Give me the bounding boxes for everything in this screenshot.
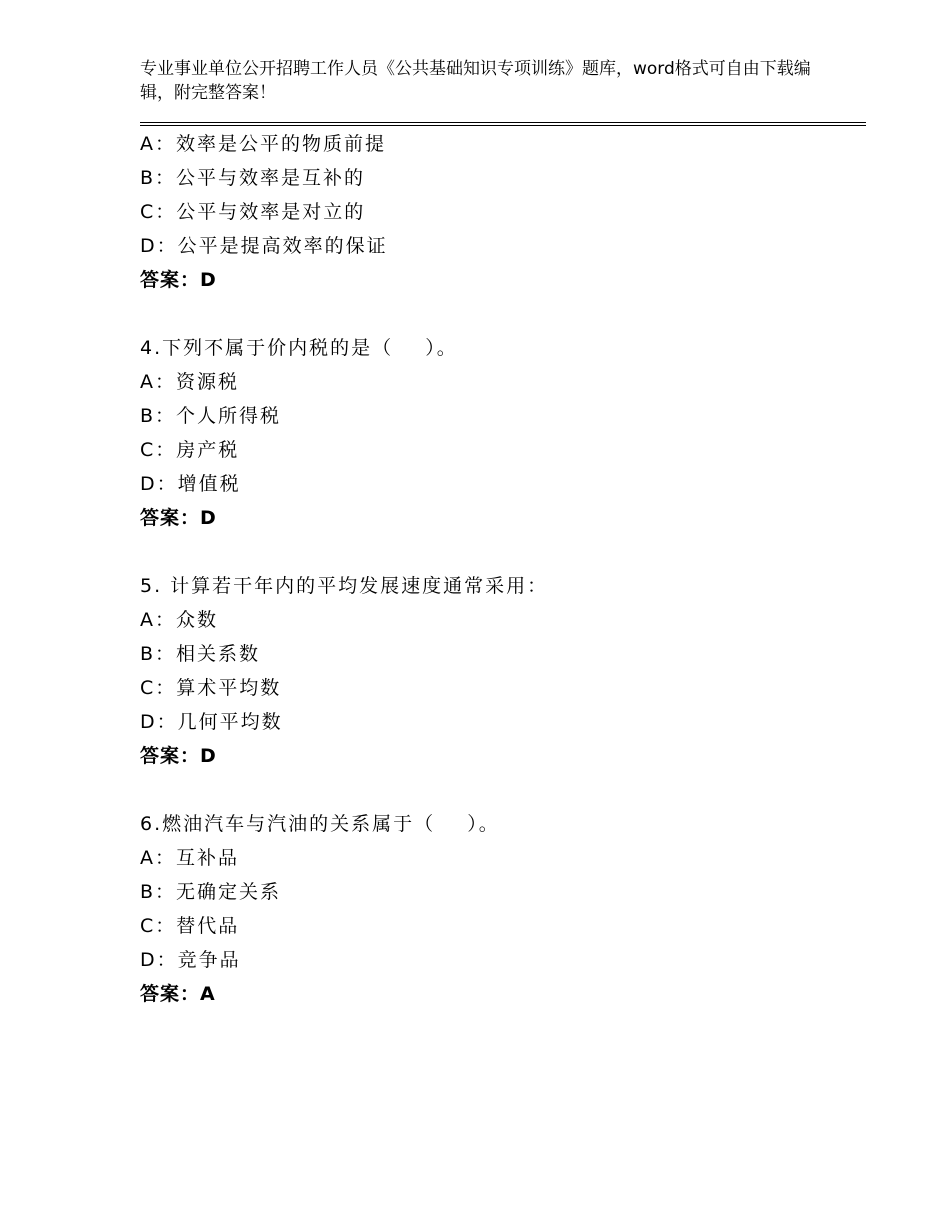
option-c: C：替代品 [140,915,240,937]
option-b: B：个人所得税 [140,405,282,427]
option-d: D：增值税 [140,473,241,495]
question-block-5 [140,569,860,773]
answer-line: 答案：D [140,507,217,529]
option-a: A：效率是公平的物质前提 [140,133,386,155]
option-b: B：公平与效率是互补的 [140,167,366,189]
question-block-3 [140,127,860,297]
option-a: A：众数 [140,609,218,631]
option-c: C：房产税 [140,439,240,461]
option-b: B：无确定关系 [140,881,282,903]
header-divider [140,122,866,126]
option-d: D：几何平均数 [140,711,283,733]
option-c: C：公平与效率是对立的 [140,201,366,223]
answer-line: 答案：D [140,745,217,767]
spacer [140,535,860,569]
page-header: 专业事业单位公开招聘工作人员《公共基础知识专项训练》题库，word格式可自由下载编辑，附完整答案！ [140,59,811,103]
option-b: B：相关系数 [140,643,261,665]
question-text: 4.下列不属于价内税的是（ ）。 [140,337,458,359]
question-text: 6.燃油汽车与汽油的关系属于（ ）。 [140,813,500,835]
option-a: A：互补品 [140,847,239,869]
option-d: D：竞争品 [140,949,241,971]
question-text: 5. 计算若干年内的平均发展速度通常采用： [140,575,549,597]
answer-line: 答案：D [140,269,217,291]
spacer [140,297,860,331]
question-list [140,127,860,1011]
spacer [140,773,860,807]
question-block-6 [140,807,860,1011]
answer-line: 答案：A [140,983,216,1005]
question-block-4 [140,331,860,535]
option-a: A：资源税 [140,371,239,393]
option-d: D：公平是提高效率的保证 [140,235,388,257]
option-c: C：算术平均数 [140,677,282,699]
